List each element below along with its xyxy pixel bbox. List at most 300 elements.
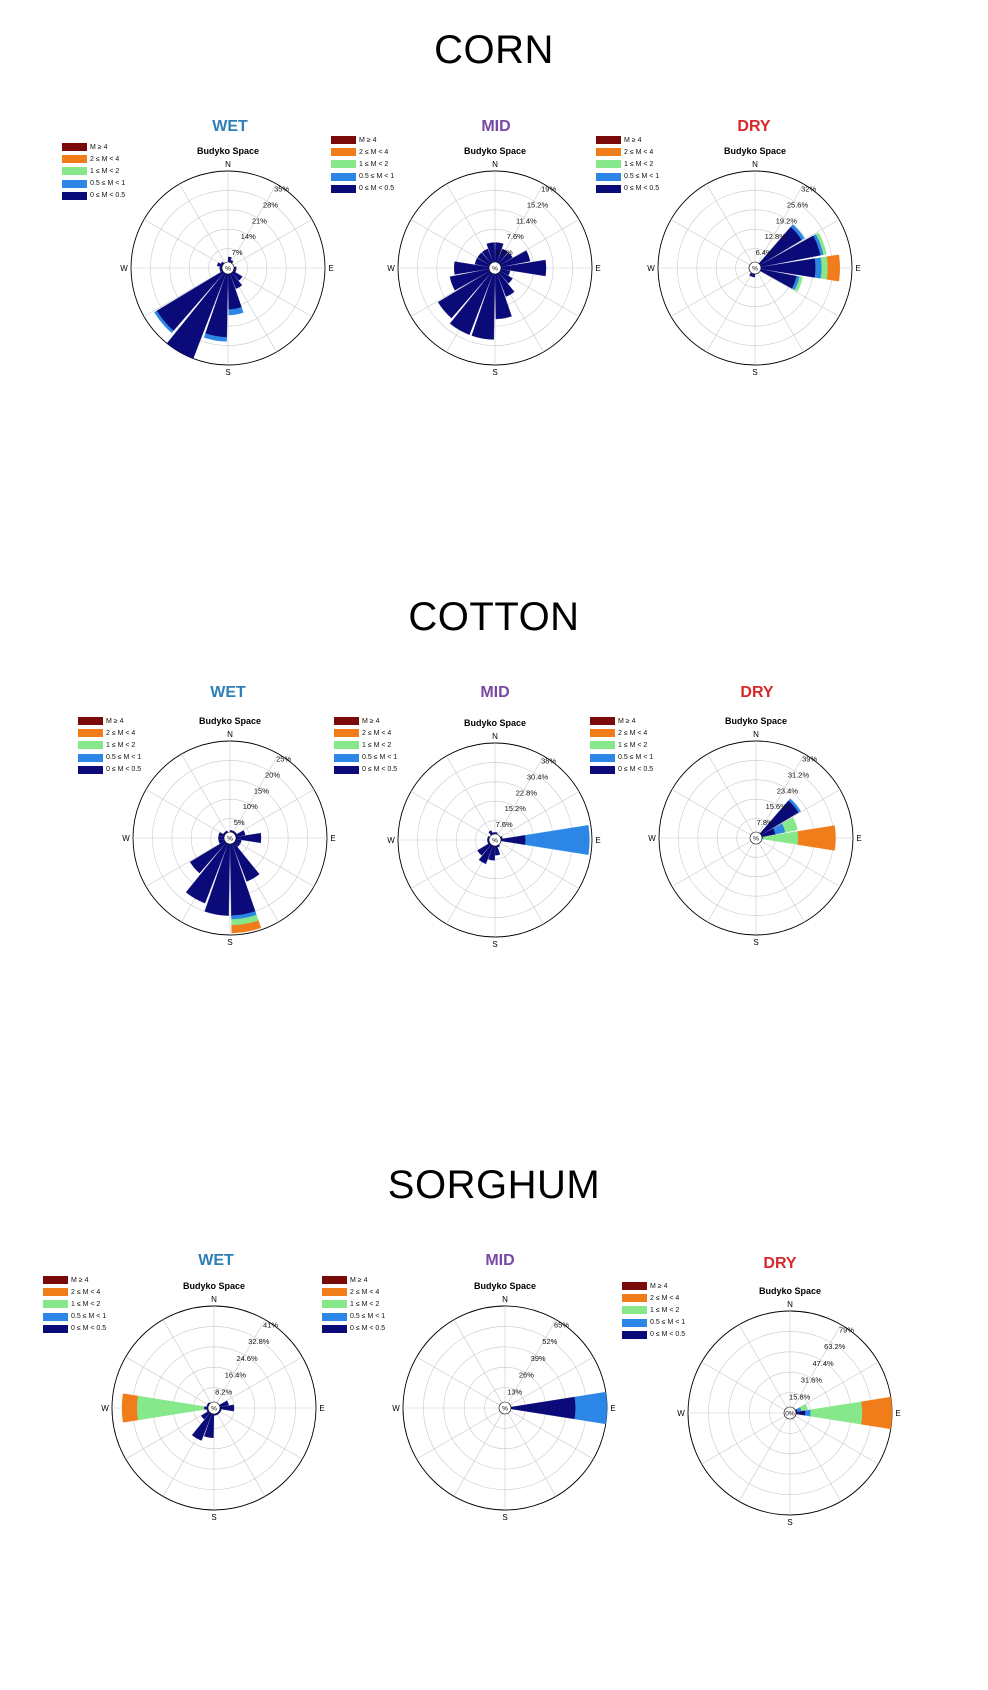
legend-label: M ≥ 4 (350, 1276, 368, 1284)
legend-item (622, 1280, 685, 1292)
ring-label: 19.2% (775, 216, 798, 226)
ring-label: 15.2% (526, 200, 549, 210)
legend-swatch (596, 148, 621, 156)
ring-label: 26% (518, 1370, 534, 1380)
legend-cotton-wet (78, 715, 141, 776)
polar-spoke (702, 1362, 790, 1413)
polar-spoke (790, 1413, 841, 1501)
legend-item (78, 727, 141, 739)
legend-item (78, 764, 141, 776)
rose-wedge (821, 257, 828, 280)
legend-label: 2 ≤ M < 4 (359, 148, 389, 156)
legend-item (322, 1311, 385, 1323)
legend-label: 0 ≤ M < 0.5 (362, 766, 398, 774)
rose-chart-sorghum-wet (94, 1275, 334, 1525)
legend-item (322, 1323, 385, 1335)
legend-label: M ≥ 4 (650, 1282, 668, 1290)
legend-swatch (78, 717, 103, 725)
legend-corn-dry (596, 134, 659, 195)
legend-label: M ≥ 4 (362, 717, 380, 725)
polar-spoke (707, 265, 758, 352)
legend-label: 1 ≤ M < 2 (71, 1300, 101, 1308)
direction-label: N (492, 732, 498, 741)
legend-swatch (322, 1325, 347, 1333)
rose-chart-corn-mid (380, 140, 610, 380)
legend-label: 0 ≤ M < 0.5 (350, 1325, 386, 1333)
ring-label: 16.4% (224, 1370, 247, 1380)
legend-label: 2 ≤ M < 4 (362, 729, 392, 737)
legend-label: 0.5 ≤ M < 1 (618, 754, 654, 762)
legend-item (622, 1317, 685, 1329)
direction-label: W (101, 1404, 109, 1413)
rose-panel-corn-wet (113, 140, 343, 380)
ring-label: 15.6% (765, 802, 787, 812)
ring-label: 7% (231, 248, 243, 258)
polar-spoke (702, 1413, 790, 1464)
direction-label: N (753, 730, 759, 739)
direction-label: N (752, 160, 758, 169)
legend-label: 0.5 ≤ M < 1 (362, 754, 398, 762)
rose-chart-sorghum-dry (670, 1280, 910, 1530)
legend-swatch (334, 754, 359, 762)
direction-label: E (595, 836, 601, 845)
legend-label: 1 ≤ M < 2 (359, 160, 389, 168)
polar-spoke (454, 1408, 505, 1496)
rose-panel-sorghum-wet (94, 1275, 334, 1525)
legend-swatch (322, 1288, 347, 1296)
legend-swatch (596, 185, 621, 193)
condition-label-corn-dry: DRY (737, 118, 771, 135)
legend-item (43, 1286, 106, 1298)
legend-label: 2 ≤ M < 4 (71, 1288, 101, 1296)
legend-item (596, 171, 659, 183)
ring-label: 5% (233, 818, 245, 828)
direction-label: S (492, 368, 498, 377)
legend-label: 2 ≤ M < 4 (618, 729, 648, 737)
rose-panel-cotton-dry (641, 710, 871, 950)
legend-swatch (78, 766, 103, 774)
legend-swatch (622, 1331, 647, 1339)
ring-label: 10% (242, 802, 258, 812)
polar-spoke (228, 220, 312, 269)
center-label: % (753, 835, 759, 843)
direction-label: E (856, 834, 862, 843)
center-label: % (502, 1405, 508, 1413)
legend-label: 0 ≤ M < 0.5 (624, 185, 660, 193)
legend-label: 2 ≤ M < 4 (624, 148, 654, 156)
direction-label: E (328, 264, 334, 273)
polar-spoke (447, 756, 496, 840)
legend-item (331, 134, 394, 146)
direction-label: N (502, 1295, 508, 1304)
ring-label: 32.8% (248, 1337, 270, 1347)
legend-item (322, 1298, 385, 1310)
legend-item (78, 715, 141, 727)
ring-label: 7.6% (506, 232, 524, 242)
direction-label: W (647, 264, 655, 273)
legend-label: 2 ≤ M < 4 (90, 155, 120, 163)
rose-panel-sorghum-mid (385, 1275, 625, 1525)
direction-label: W (122, 834, 130, 843)
condition-label-sorghum-mid: MID (485, 1252, 515, 1269)
direction-label: E (595, 264, 601, 273)
legend-label: 0.5 ≤ M < 1 (90, 180, 126, 188)
rose-panel-corn-mid (380, 140, 610, 380)
legend-swatch (334, 729, 359, 737)
rose-wedge (800, 1404, 808, 1411)
legend-swatch (331, 173, 356, 181)
legend-item (334, 715, 397, 727)
legend-swatch (62, 155, 87, 163)
legend-item (596, 134, 659, 146)
rose-wedge (861, 1397, 892, 1429)
legend-swatch (43, 1313, 68, 1321)
legend-item (322, 1286, 385, 1298)
legend-label: 0 ≤ M < 0.5 (90, 192, 126, 200)
polar-spoke (495, 220, 579, 269)
legend-label: 1 ≤ M < 2 (106, 741, 136, 749)
direction-label: W (392, 1404, 400, 1413)
legend-swatch (590, 741, 615, 749)
rose-chart-cotton-wet (115, 710, 345, 950)
condition-label-corn-mid: MID (481, 118, 511, 135)
condition-label-cotton-mid: MID (480, 684, 510, 701)
ring-label: 12.8% (764, 232, 786, 242)
ring-label: 24.6% (236, 1353, 258, 1363)
legend-item (334, 752, 397, 764)
legend-corn-mid (331, 134, 394, 195)
direction-label: N (225, 160, 231, 169)
polar-spoke (707, 184, 756, 268)
polar-spoke (180, 184, 229, 268)
direction-label: W (387, 264, 395, 273)
direction-label: S (211, 1513, 217, 1522)
center-label: % (492, 837, 498, 845)
polar-spoke (505, 1408, 556, 1496)
chart-title: Budyko Space (182, 1281, 246, 1291)
polar-spoke (671, 220, 755, 269)
ring-label: 7.6% (495, 820, 513, 830)
polar-spoke (756, 838, 805, 922)
polar-spoke (146, 790, 230, 839)
legend-swatch (334, 717, 359, 725)
legend-swatch (596, 173, 621, 181)
section-title-corn: CORN (434, 28, 554, 72)
legend-item (43, 1298, 106, 1310)
legend-swatch (78, 754, 103, 762)
legend-label: 1 ≤ M < 2 (650, 1306, 680, 1314)
legend-item (590, 727, 653, 739)
ring-label: 15.8% (789, 1392, 811, 1402)
direction-label: E (895, 1409, 901, 1418)
rose-chart-sorghum-mid (385, 1275, 625, 1525)
polar-spoke (672, 790, 756, 839)
direction-label: N (787, 1300, 793, 1309)
ring-label: 8.2% (215, 1387, 233, 1397)
polar-spoke (671, 268, 755, 317)
chart-title: Budyko Space (473, 1281, 537, 1291)
chart-title: Budyko Space (463, 146, 527, 156)
legend-sorghum-dry (622, 1280, 685, 1341)
legend-label: M ≥ 4 (624, 136, 642, 144)
section-title-sorghum: SORGHUM (387, 1163, 601, 1207)
legend-item (334, 764, 397, 776)
direction-label: S (492, 940, 498, 949)
legend-label: M ≥ 4 (618, 717, 636, 725)
legend-cotton-dry (590, 715, 653, 776)
condition-label-sorghum-dry: DRY (763, 1255, 797, 1272)
legend-label: 2 ≤ M < 4 (106, 729, 136, 737)
direction-label: W (648, 834, 656, 843)
rose-wedge (827, 255, 840, 282)
condition-label-cotton-wet: WET (210, 684, 246, 701)
ring-label: 28% (263, 200, 279, 210)
direction-label: W (387, 836, 395, 845)
direction-label: W (677, 1409, 685, 1418)
legend-label: 0 ≤ M < 0.5 (650, 1331, 686, 1339)
rose-chart-corn-wet (113, 140, 343, 380)
polar-spoke (411, 220, 495, 269)
legend-label: M ≥ 4 (71, 1276, 89, 1284)
ring-label: 25% (276, 754, 292, 764)
direction-label: N (492, 160, 498, 169)
legend-item (331, 158, 394, 170)
legend-item (596, 146, 659, 158)
legend-swatch (78, 729, 103, 737)
condition-label-corn-wet: WET (212, 118, 248, 135)
legend-label: 0.5 ≤ M < 1 (650, 1319, 686, 1327)
legend-label: 1 ≤ M < 2 (90, 167, 120, 175)
center-label: % (227, 835, 233, 843)
ring-label: 31.6% (800, 1375, 823, 1385)
ring-label: 52% (542, 1337, 558, 1347)
rose-wedge (505, 1397, 576, 1419)
direction-label: S (502, 1513, 508, 1522)
legend-swatch (43, 1300, 68, 1308)
polar-spoke (739, 1413, 790, 1501)
rose-panel-cotton-wet (115, 710, 345, 950)
legend-swatch (590, 754, 615, 762)
legend-item (590, 715, 653, 727)
rose-chart-corn-dry (640, 140, 870, 380)
rose-panel-corn-dry (640, 140, 870, 380)
legend-item (334, 727, 397, 739)
rose-panel-sorghum-dry (670, 1280, 910, 1530)
ring-label: 79% (838, 1325, 855, 1335)
center-label: % (752, 265, 758, 273)
chart-title: Budyko Space (463, 718, 527, 728)
legend-item (590, 764, 653, 776)
direction-label: S (753, 938, 759, 947)
legend-swatch (590, 717, 615, 725)
rose-wedge (137, 1396, 204, 1420)
legend-label: 0.5 ≤ M < 1 (350, 1313, 386, 1321)
legend-label: 0.5 ≤ M < 1 (359, 173, 395, 181)
legend-label: M ≥ 4 (106, 717, 124, 725)
legend-item (78, 752, 141, 764)
legend-swatch (331, 160, 356, 168)
polar-spoke (417, 1408, 505, 1459)
legend-item (334, 739, 397, 751)
direction-label: E (610, 1404, 616, 1413)
legend-item (596, 158, 659, 170)
legend-label: M ≥ 4 (359, 136, 377, 144)
polar-spoke (230, 790, 314, 839)
ring-label: 30.4% (526, 772, 549, 782)
direction-label: S (225, 368, 231, 377)
ring-label: 13% (507, 1387, 523, 1397)
ring-label: 41% (262, 1320, 279, 1330)
legend-item (62, 190, 125, 202)
direction-label: E (855, 264, 861, 273)
rose-wedge (810, 1402, 862, 1425)
legend-item (622, 1304, 685, 1316)
direction-label: N (227, 730, 233, 739)
legend-swatch (331, 148, 356, 156)
ring-label: 15% (253, 786, 269, 796)
ring-label: 39% (802, 754, 818, 764)
legend-item (322, 1274, 385, 1286)
legend-item (62, 141, 125, 153)
center-label: % (211, 1405, 217, 1413)
polar-spoke (708, 835, 759, 922)
chart-title: Budyko Space (724, 716, 788, 726)
legend-swatch (590, 766, 615, 774)
polar-spoke (739, 1325, 790, 1413)
ring-label: 19% (541, 184, 557, 194)
legend-label: 1 ≤ M < 2 (362, 741, 392, 749)
legend-swatch (43, 1276, 68, 1284)
ring-label: 38% (541, 756, 557, 766)
ring-label: 35% (274, 184, 290, 194)
chart-title: Budyko Space (196, 146, 260, 156)
ring-label: 21% (251, 216, 267, 226)
legend-swatch (322, 1300, 347, 1308)
condition-label-sorghum-wet: WET (198, 1252, 234, 1269)
ring-label: 31.2% (787, 770, 810, 780)
legend-item (331, 183, 394, 195)
legend-item (62, 165, 125, 177)
polar-spoke (163, 1320, 214, 1408)
legend-label: 1 ≤ M < 2 (624, 160, 654, 168)
legend-label: 1 ≤ M < 2 (350, 1300, 380, 1308)
legend-swatch (334, 741, 359, 749)
legend-item (331, 171, 394, 183)
legend-swatch (622, 1294, 647, 1302)
legend-label: 2 ≤ M < 4 (350, 1288, 380, 1296)
legend-swatch (62, 167, 87, 175)
legend-item (43, 1274, 106, 1286)
legend-label: 2 ≤ M < 4 (650, 1294, 680, 1302)
legend-swatch (322, 1276, 347, 1284)
ring-label: 63.2% (824, 1342, 846, 1352)
section-title-cotton: COTTON (408, 595, 580, 639)
legend-label: 0 ≤ M < 0.5 (359, 185, 395, 193)
rose-panel-cotton-mid (380, 712, 610, 952)
ring-label: 20% (265, 770, 281, 780)
legend-item (62, 178, 125, 190)
legend-item (596, 183, 659, 195)
polar-spoke (411, 840, 495, 889)
legend-label: M ≥ 4 (90, 143, 108, 151)
polar-spoke (495, 840, 544, 924)
ring-label: 22.8% (515, 788, 538, 798)
legend-swatch (322, 1313, 347, 1321)
chart-title: Budyko Space (723, 146, 787, 156)
legend-swatch (62, 143, 87, 151)
rose-wedge (798, 826, 836, 851)
legend-swatch (590, 729, 615, 737)
legend-swatch (78, 741, 103, 749)
ring-label: 3.8% (495, 248, 513, 258)
legend-corn-wet (62, 141, 125, 202)
legend-sorghum-wet (43, 1274, 106, 1335)
rose-wedge (525, 825, 589, 855)
polar-spoke (411, 792, 495, 841)
ring-label: 32% (801, 184, 817, 194)
polar-spoke (214, 1408, 265, 1496)
legend-swatch (331, 136, 356, 144)
legend-swatch (622, 1306, 647, 1314)
polar-spoke (144, 220, 228, 269)
legend-swatch (596, 160, 621, 168)
legend-item (622, 1329, 685, 1341)
legend-swatch (596, 136, 621, 144)
direction-label: W (120, 264, 128, 273)
ring-label: 47.4% (812, 1358, 834, 1368)
chart-title: Budyko Space (758, 1286, 822, 1296)
ring-label: 11.4% (516, 216, 537, 226)
legend-swatch (43, 1325, 68, 1333)
legend-swatch (62, 192, 87, 200)
direction-label: E (319, 1404, 325, 1413)
ring-label: 23.4% (776, 786, 799, 796)
legend-label: 0.5 ≤ M < 1 (624, 173, 660, 181)
legend-label: 0.5 ≤ M < 1 (71, 1313, 107, 1321)
ring-label: 15.2% (504, 804, 526, 814)
polar-spoke (214, 1408, 302, 1459)
condition-label-cotton-dry: DRY (740, 684, 774, 701)
chart-title: Budyko Space (198, 716, 262, 726)
direction-label: E (330, 834, 336, 843)
rose-wedge (815, 258, 822, 279)
legend-swatch (62, 180, 87, 188)
rose-chart-cotton-dry (641, 710, 871, 950)
polar-spoke (214, 1357, 302, 1408)
legend-item (590, 739, 653, 751)
center-label: 0% (785, 1410, 795, 1418)
legend-swatch (331, 185, 356, 193)
direction-label: S (227, 938, 233, 947)
legend-label: 1 ≤ M < 2 (618, 741, 648, 749)
ring-label: 7.8% (756, 818, 774, 828)
legend-swatch (622, 1319, 647, 1327)
rose-wedge (805, 1410, 810, 1416)
ring-label: 6.4% (755, 248, 773, 258)
legend-swatch (334, 766, 359, 774)
direction-label: N (211, 1295, 217, 1304)
ring-label: 39% (530, 1353, 546, 1363)
direction-label: S (787, 1518, 793, 1527)
legend-label: 0 ≤ M < 0.5 (618, 766, 654, 774)
legend-label: 0 ≤ M < 0.5 (106, 766, 142, 774)
legend-label: 0 ≤ M < 0.5 (71, 1325, 107, 1333)
legend-item (331, 146, 394, 158)
ring-label: 65% (553, 1320, 570, 1330)
direction-label: S (752, 368, 758, 377)
legend-item (62, 153, 125, 165)
legend-label: 0.5 ≤ M < 1 (106, 754, 142, 762)
